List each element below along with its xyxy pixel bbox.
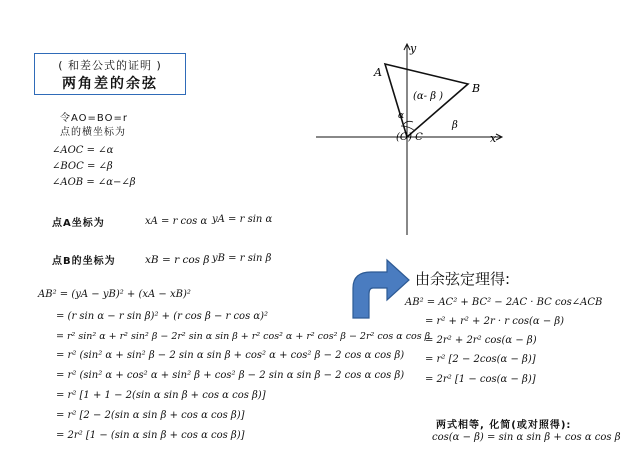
point-b-y: yB = r sin β [212,253,272,264]
title-box [34,53,186,95]
curved-arrow-icon [345,258,413,320]
derivation-line-5: = r² [1 + 1 − 2(sin α sin β + cos α cos β)] [56,390,266,401]
label-beta: β [452,120,458,131]
derivation-line-1: = (r sin α − r sin β)² + (r cos β − r cos α)² [56,311,269,322]
angle-boc: ∠BOC = ∠β [52,161,113,172]
label-origin: (O) C [396,132,423,143]
derivation-line-3: = r² (sin² α + sin² β − 2 sin α sin β + cos² α + cos² β − 2 cos α cos β) [56,350,405,361]
conclusion-formula: cos(α − β) = sin α sin β + cos α cos β [432,432,621,443]
point-b-x: xB = r cos β [145,254,210,266]
label-y-axis: y [410,42,417,55]
point-a-y: yA = r sin α [212,214,273,225]
label-x-axis: x [490,132,497,145]
cosine-law-line-2: = 2r² + 2r² cos(α − β) [425,335,537,346]
point-b-label: 点B的坐标为 [52,256,116,267]
label-alpha: α [398,111,405,121]
point-a-label: 点A坐标为 [52,218,105,229]
geometry-diagram [310,40,510,240]
derivation-line-0: AB² = (yA − yB)² + (xA − xB)² [38,289,191,300]
label-point-b: B [472,82,481,95]
cosine-law-line-4: = 2r² [1 − cos(α − β)] [425,374,536,385]
angle-arc-alpha [404,121,413,124]
label-point-a: A [374,66,382,79]
point-a-x: xA = r cos α [145,216,208,227]
cosine-law-line-1: = r² + r² + 2r · r cos(α − β) [425,316,565,327]
title-subtitle: ( 和差公式的证明 ) [58,59,162,72]
cosine-law-line-0: AB² = AC² + BC² − 2AC · BC cos∠ACB [405,297,603,308]
derivation-line-2: = r² sin² α + r² sin² β − 2r² sin α sin β + r² cos² α + r² cos² β − 2r² cos α cos β [56,331,431,342]
label-angle-diff: (α- β ) [413,91,444,102]
title-main: 两角差的余弦 [62,76,158,92]
conclusion-label: 两式相等, 化简(或对照得): [436,420,572,431]
setup-line-2: 点的横坐标为 [60,127,126,138]
cosine-law-heading: 由余弦定理得: [415,270,511,288]
cosine-law-line-3: = r² [2 − 2cos(α − β)] [425,354,536,365]
angle-aoc: ∠AOC = ∠α [52,145,114,156]
angle-aob: ∠AOB = ∠α−∠β [52,177,136,188]
derivation-line-4: = r² (sin² α + cos² α + sin² β + cos² β − 2 sin α sin β − 2 cos α cos β) [56,370,405,381]
setup-line-1: 令AO=BO=r [60,113,128,124]
derivation-line-6: = r² [2 − 2(sin α sin β + cos α cos β)] [56,410,245,421]
derivation-line-7: = 2r² [1 − (sin α sin β + cos α cos β)] [56,430,245,441]
